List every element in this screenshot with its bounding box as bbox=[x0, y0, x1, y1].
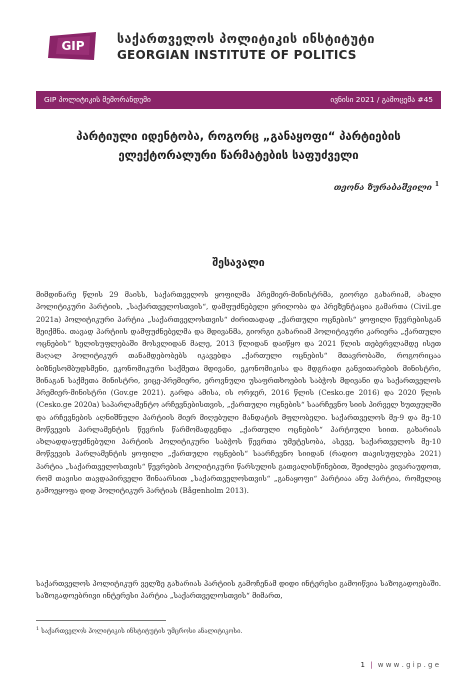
author-footnote-mark[interactable]: 1 bbox=[434, 181, 439, 188]
footer-separator: | bbox=[370, 661, 373, 669]
logo-text: GIP bbox=[61, 39, 85, 53]
gip-logo bbox=[46, 30, 100, 62]
org-name-english: GEORGIAN INSTITUTE OF POLITICS bbox=[117, 48, 357, 62]
section-heading: შესავალი bbox=[212, 257, 265, 269]
title-line-2: ელექტორალური წარმატების საფუძველი bbox=[118, 149, 359, 162]
title-line-1: პარტიული იდენტობა, როგორც „განაყოფი“ პარტიების bbox=[76, 130, 401, 143]
series-bar bbox=[36, 91, 441, 109]
page-number: 1 bbox=[360, 661, 365, 669]
document-title bbox=[36, 127, 441, 165]
body-paragraph-2: საქართველოს პოლიტიკურ ველზე გახარიას პარტიის გამოჩენამ დიდი ინტერესი გამოიწვია საზოგადოებაში. საზოგადოებრივი ინტერესი პარტია „საქართველოსთვის“ მიმართ, bbox=[36, 579, 441, 601]
page-footer bbox=[360, 661, 439, 669]
website-link[interactable]: w w w . g i p . g e bbox=[377, 661, 439, 669]
footnote-text: საქართველოს პოლიტიკის ინსტიტუტის უმცროსი ანალიტიკოსი. bbox=[41, 628, 243, 635]
issue-date: ივნისი 2021 / გამოცემა #45 bbox=[330, 95, 433, 104]
page-header bbox=[0, 0, 475, 86]
footnote-mark: 1 bbox=[36, 626, 40, 632]
series-label: GIP პოლიტიკის მემორანდუმი bbox=[44, 95, 151, 104]
footnote-divider bbox=[36, 620, 166, 621]
body-paragraph-1: მიმდინარე წლის 29 მაისს, საქართველოს ყოფილმა პრემიერ-მინისტრმა, გიორგი გახარიამ, ახალი პოლიტიკური პარტიის, „საქართველოსთვის“, დამფუძნებელი ყრილობა და პრეზენტაცია გამართა (Civil.ge 2021a) პოლიტიკური პარტია „საქართველოსთვის“ ძირითადად „ქართული ოცნების“ ყოფილი წევრებისგან შეიქმნა. თავად პარტიის დამფუძნებელმა და მდივანმა, გიორგი გახარიამ პოლიტიკური კარიერა „ქართული ოცნების“ ხელისუფლებაში მოსვლიდან მალე, 2013 წლიდან დაიწყო და 2021 წლის თებერვლამდე ისეთ მაღალ პოლიტიკურ თანამდებობებს იკავებდა „ქართული ოცნების“ მთავრობაში, როგორიცაა ბიზნესომბუდსმენი, ეკონომიკური საქმეთა მდივანი, ეკონომიკისა და მდგრადი განვითარების მინისტრი, შინაგან საქმეთა მინისტრი, ვიცე-პრემიერი, ეროვნული უსაფრთხოების საბჭოს მდივანი და საქართველოს პრემიერ-მინისტრი (Gov.ge 2021). გარდა ამისა, ის ორჯერ, 2016 წლის (Cesko.ge 2016) და 2020 წლის (Cesko.ge 2020a) საპარლამენტო არჩევნებისთვის, „ქართული ოცნების“ საარჩევნო სიის პირველ ხუთეულში და არჩევნების აღნიშნული პარტიის მიერ მიღებული მანდატის მფლობელი. საქართველოს მე-9 და მე-10 მოწვევის პარლამენტის წევრის წარმომადგენდა „ქართული ოცნების“ პარტიული სიით. გახარიას ახლადდაფუძნებული პარტიის პოლიტიკური საბჭოს წევრთა უმეტესობა, ასევე, საქართველოს მე-10 მოწვევის პარლამენტის ყოფილი „ქართული ოცნების“ საარჩევნო სიიდან (რადიო თავისუფლება 2021) პარტია „საქართველოსთვის“ წევრების პოლიტიკური წარსულის გათვალისწინებით, შეიძლება ვივარაუდოთ, რომ თავისი თავდაპირველი შინაარსით „საქართველოსთვის“ „განაყოფი“ პარტიაა ანუ პარტია, რომელიც გამოეყოფა დიდ პოლიტიკურ პარტიას (Bågenholm 2013). bbox=[36, 290, 441, 495]
org-name-georgian: საქართველოს პოლიტიკის ინსტიტუტი bbox=[117, 31, 375, 46]
footnote bbox=[36, 626, 242, 635]
author-name: თეონა ზურაბაშვილი bbox=[333, 181, 432, 192]
author-line bbox=[334, 181, 439, 192]
